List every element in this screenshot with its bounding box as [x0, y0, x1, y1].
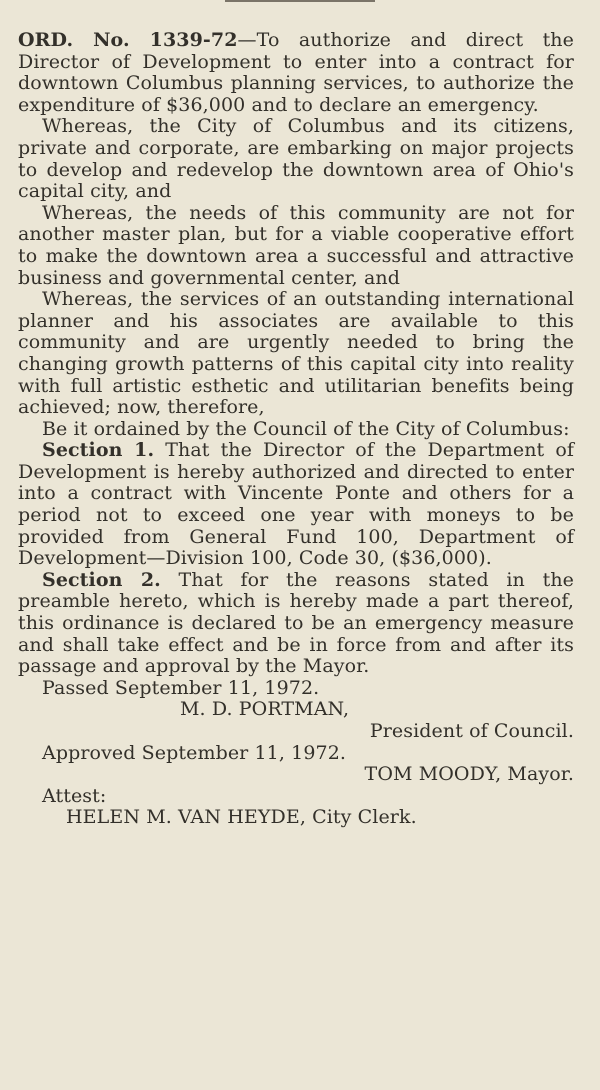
whereas-paragraph-1: Whereas, the City of Columbus and its citizens, private and corporate, are embarking on major projects to develop and redevelop the downtown area of Ohio's capital city, and [18, 115, 574, 203]
president-name: M. D. PORTMAN, [180, 698, 350, 721]
ordinance-heading [18, 30, 574, 116]
approved-date: Approved September 11, 1972. [42, 741, 347, 764]
section-1-text: That the Director of the Department of Development is hereby authorized and directed to enter into a contract with Vincente Ponte and others for a period not to exceed one year with moneys to be provided from General Fund 100, Department of Development—Division 100, Code 30, ($36,000). [18, 439, 574, 570]
section-2-text: That for the reasons stated in the preamble hereto, which is hereby made a part thereof, this ordinance is declared to be an emergency measure and shall take effect and be in force from and after its passage and approval by the Mayor. [18, 568, 574, 678]
president-title: President of Council. [369, 720, 574, 742]
section-1-paragraph [18, 440, 574, 570]
ordinance-column [18, 30, 574, 829]
section-2-label: Section 2. [42, 568, 161, 591]
ordinance-number: ORD. No. 1339-72 [18, 29, 238, 51]
whereas-paragraph-3: Whereas, the services of an outstanding international planner and his associates are available to this community and are urgently needed to bring the changing growth patterns of this capital city into reality with full artistic esthetic and utilitarian benefits being achieved; now, therefore, [18, 288, 574, 419]
section-2-paragraph [18, 570, 574, 678]
ordinance-title: —To authorize and direct the Director of Development to enter into a contract for downtown Columbus planning services, to authorize the expenditure of $36,000 and to declare an emergency. [18, 29, 574, 116]
ordained-clause: Be it ordained by the Council of the City of Columbus: [42, 417, 570, 440]
clerk-signature: HELEN M. VAN HEYDE, City Clerk. [66, 806, 417, 829]
whereas-paragraph-2: Whereas, the needs of this community are not for another master plan, but for a viable cooperative effort to make the downtown area a successful and attractive business and governmental center, and [18, 201, 574, 289]
top-rule [225, 0, 375, 2]
mayor-signature: TOM MOODY, Mayor. [364, 763, 574, 786]
section-1-label: Section 1. [42, 439, 155, 462]
passed-date: Passed September 11, 1972. [42, 676, 320, 699]
attest-label: Attest: [42, 784, 107, 807]
